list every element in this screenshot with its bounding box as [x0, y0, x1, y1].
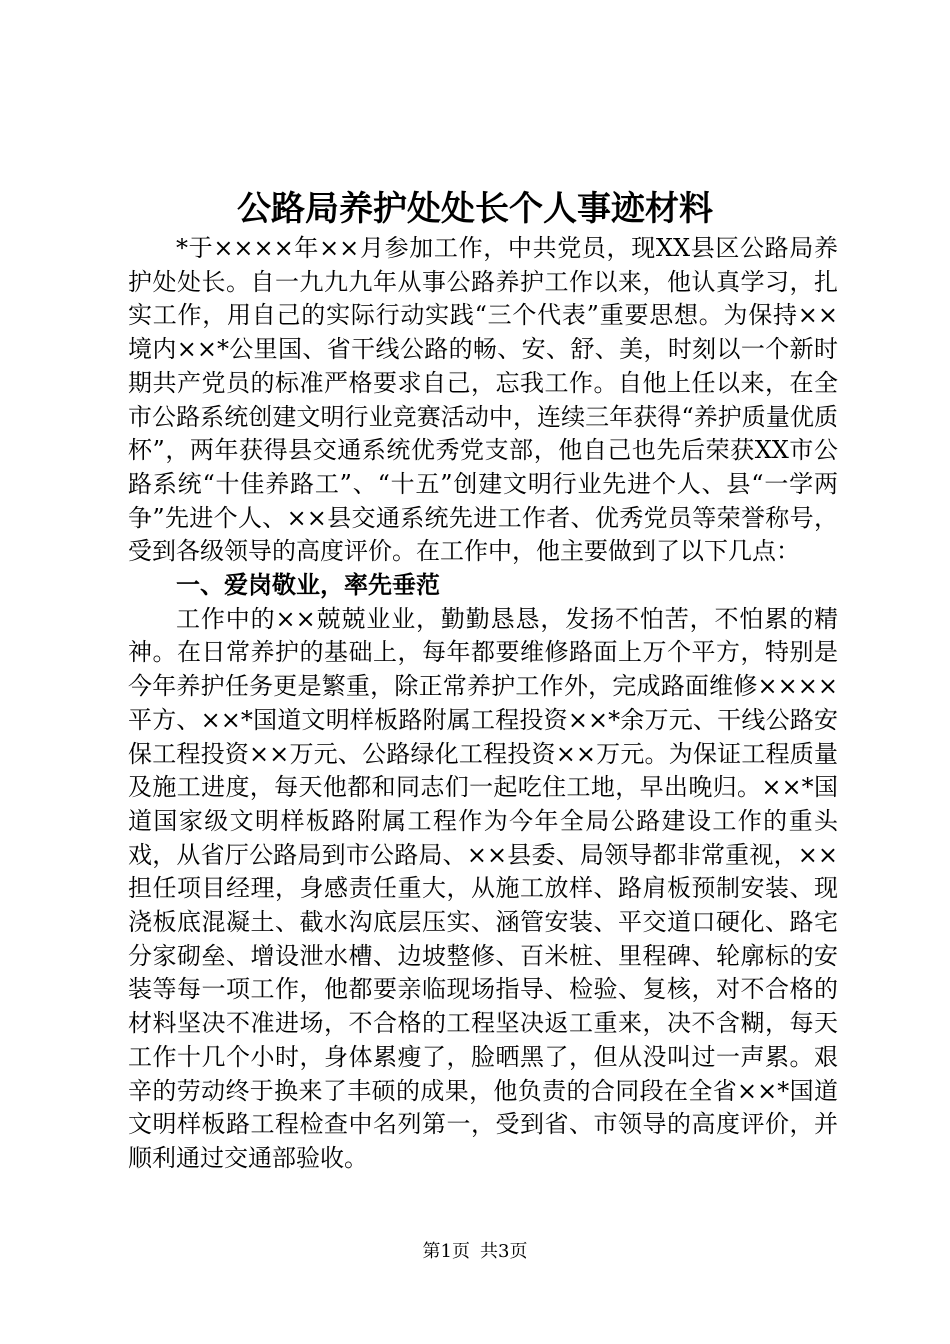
page-number: 第1页 [422, 1241, 470, 1262]
section-heading: 一、爱岗敬业，率先垂范 [176, 571, 440, 600]
document-title: 公路局养护处处长个人事迹材料 [237, 189, 713, 229]
page-footer [0, 1240, 950, 1264]
intro-paragraph: *于××××年××月参加工作，中共党员，现XX县区公路局养护处处长。自一九九九年从事公路养护工作以来，他认真学习，扎实工作，用自己的实际行动实践“三个代表”重要思想。为保持××境内××*公里国、省干线公路的畅、安、舒、美，时刻以一个新时期共产党员的标准严格要求自己，忘我工作。自他上任以来，在全市公路系统创建文明行业竞赛活动中，连续三年获得“养护质量优质杯”，两年获得县交通系统优秀党支部，他自己也先后荣获XX市公路系统“十佳养路工”、“十五”创建文明行业先进个人、县“一学两争”先进个人、××县交通系统先进工作者、优秀党员等荣誉称号，受到各级领导的高度评价。在工作中，他主要做到了以下几点： [128, 234, 838, 566]
document-body [128, 232, 838, 1176]
page-total: 共3页 [480, 1241, 528, 1262]
section-paragraph: 工作中的××兢兢业业，勤勤恳恳，发扬不怕苦，不怕累的精神。在日常养护的基础上，每年都要维修路面上万个平方，特别是今年养护任务更是繁重，除正常养护工作外，完成路面维修××××平方、××*国道文明样板路附属工程投资××*余万元、干线公路安保工程投资××万元、公路绿化工程投资××万元。为保证工程质量及施工进度，每天他都和同志们一起吃住工地，早出晚归。××*国道国家级文明样板路附属工程作为今年全局公路建设工作的重头戏，从省厅公路局到市公路局、××县委、局领导都非常重视，××担任项目经理，身感责任重大，从施工放样、路肩板预制安装、现浇板底混凝土、截水沟底层压实、涵管安装、平交道口硬化、路宅分家砌垒、增设泄水槽、边坡整修、百米桩、里程碑、轮廓标的安装等每一项工作，他都要亲临现场指导、检验、复核，对不合格的材料坚决不准进场，不合格的工程坚决返工重来，决不含糊，每天工作十几个小时，身体累瘦了，脸晒黑了，但从没叫过一声累。艰辛的劳动终于换来了丰硕的成果，他负责的合同段在全省××*国道文明样板路工程检查中名列第一，受到省、市领导的高度评价，并顺利通过交通部验收。 [128, 604, 838, 1172]
